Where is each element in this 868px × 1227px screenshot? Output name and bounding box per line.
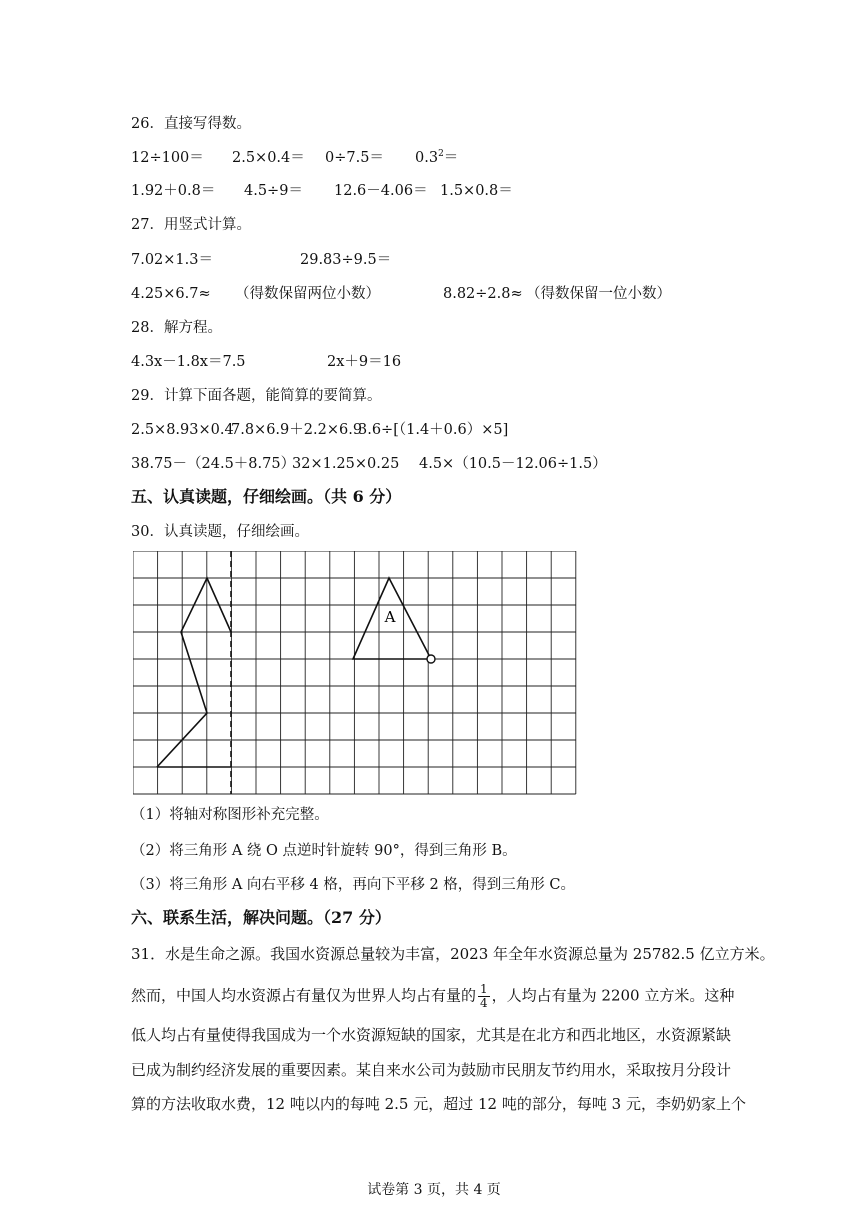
q27-note-1: （得数保留两位小数） bbox=[235, 286, 380, 302]
q26-item-4: $0.3^2=$ bbox=[415, 149, 459, 166]
q27-item-3: 4.25×6.7≈ bbox=[131, 286, 211, 302]
q26-title: 26．直接写得数。 bbox=[131, 116, 251, 132]
section-5-heading: 五、认真读题，仔细绘画。（共 6 分） bbox=[131, 487, 402, 506]
q28-item-2: 2x＋9＝16 bbox=[327, 354, 402, 370]
q31-line-5: 算的方法收取水费，12 吨以内的每吨 2.5 元，超过 12 吨的部分，每吨 3 元，李奶奶家上个 bbox=[131, 1095, 746, 1113]
q30-item-3: （3）将三角形 A 向右平移 4 格，再向下平移 2 格，得到三角形 C。 bbox=[131, 877, 576, 893]
section-6-heading: 六、联系生活，解决问题。（27 分） bbox=[131, 908, 391, 927]
q29-item-5: 32×1.25×0.25 bbox=[292, 456, 400, 472]
q30-title: 30．认真读题，仔细绘画。 bbox=[131, 524, 309, 540]
q28-item-1: 4.3x－1.8x＝7.5 bbox=[131, 354, 246, 370]
grid-lines bbox=[133, 551, 576, 794]
q31-line-1: 31．水是生命之源。我国水资源总量较为丰富，2023 年全年水资源总量为 25782.5 亿立方米。 bbox=[131, 945, 775, 963]
q26-item-1: 12÷100＝ bbox=[131, 150, 204, 166]
q27-item-1: 7.02×1.3＝ bbox=[131, 252, 213, 268]
q26-item-5: 1.92＋0.8＝ bbox=[131, 183, 216, 199]
drawing-grid bbox=[133, 551, 579, 797]
q30-item-1: （1）将轴对称图形补充完整。 bbox=[131, 807, 329, 823]
q26-item-7: 12.6－4.06＝ bbox=[334, 183, 428, 199]
q29-item-4: 38.75－（24.5＋8.75） bbox=[131, 456, 296, 472]
q26-item-2: 2.5×0.4＝ bbox=[232, 150, 305, 166]
q31-line-4: 已成为制约经济发展的重要因素。某自来水公司为鼓励市民朋友节约用水，采取按月分段计 bbox=[131, 1061, 732, 1079]
page-footer: 试卷第 3 页，共 4 页 bbox=[367, 1182, 501, 1198]
q26-item-8: 1.5×0.8＝ bbox=[440, 183, 513, 199]
half-shape bbox=[157, 578, 231, 767]
q31-line-3: 低人均占有量使得我国成为一个水资源短缺的国家，尤其是在北方和西北地区，水资源紧缺 bbox=[131, 1026, 732, 1044]
q27-note-2: （得数保留一位小数） bbox=[526, 286, 671, 302]
q29-item-1: 2.5×8.93×0.4 bbox=[131, 422, 234, 438]
q29-item-3: 3.6÷[（1.4＋0.6）×5] bbox=[358, 422, 509, 438]
q29-title: 29．计算下面各题，能简算的要简算。 bbox=[131, 388, 382, 404]
q29-item-2: 7.8×6.9＋2.2×6.9 bbox=[231, 422, 363, 438]
q26-item-6: 4.5÷9＝ bbox=[244, 183, 303, 199]
q29-item-6: 4.5×（10.5－12.06÷1.5） bbox=[419, 456, 607, 472]
q27-item-2: 29.83÷9.5＝ bbox=[300, 252, 392, 268]
q30-item-2: （2）将三角形 A 绕 O 点逆时针旋转 90°，得到三角形 B。 bbox=[131, 843, 517, 859]
fraction-one-quarter: $\frac{1}{4}$ bbox=[480, 982, 488, 1010]
q27-item-4: 8.82÷2.8≈ bbox=[443, 286, 523, 302]
point-o bbox=[427, 655, 435, 663]
q28-title: 28．解方程。 bbox=[131, 320, 222, 336]
q26-item-3: 0÷7.5＝ bbox=[325, 150, 384, 166]
q27-title: 27．用竖式计算。 bbox=[131, 217, 251, 233]
triangle-a-label: A bbox=[384, 608, 396, 626]
q31-line-2: 然而，中国人均水资源占有量仅为世界人均占有量的 $\frac{1}{4}$ ，人均占有量为 2200 立方米。这种 bbox=[131, 982, 735, 1010]
